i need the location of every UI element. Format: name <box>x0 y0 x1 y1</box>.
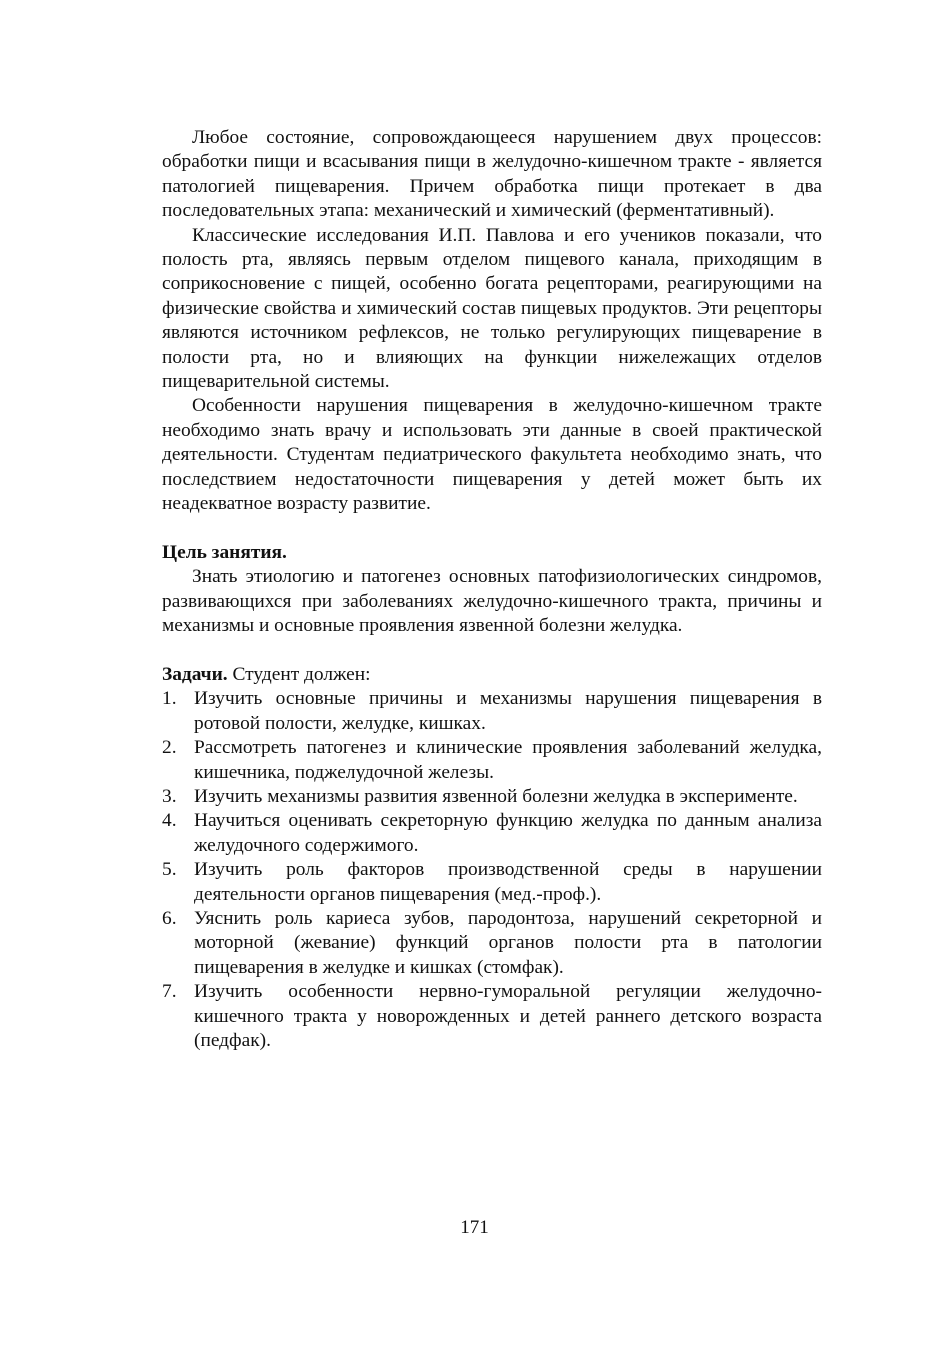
list-item-text: Уяснить роль кариеса зубов, пародонтоза, нарушений секреторной и моторной (жевание) функций органов полости рта в патологии пищеварения в желудке и кишках (стомфак). <box>194 907 822 978</box>
list-item-number: 6. <box>162 907 177 929</box>
tasks-list <box>162 687 822 1053</box>
intro-paragraph-3: Особенности нарушения пищеварения в желудочно-кишечном тракте необходимо знать врачу и использовать эти данные в своей практической деятельности. Студентам педиатрического факультета необходимо знать, что последствием недостаточности пищеварения у детей может быть их неадекватное возрасту развитие. <box>162 395 822 515</box>
list-item-number: 4. <box>162 810 177 832</box>
spacer <box>162 639 822 663</box>
list-item <box>162 785 822 809</box>
list-item-number: 5. <box>162 859 177 881</box>
list-item-number: 1. <box>162 688 177 710</box>
tasks-heading: Задачи. <box>162 663 228 685</box>
intro-paragraph-2: Классические исследования И.П. Павлова и его учеников показали, что полость рта, являясь первым отделом пищевого канала, приходящим в соприкосновение с пищей, особенно богата рецепторами, реагирующими на физические свойства и химический состав пищевых продуктов. Эти рецепторы являются источником рефлексов, не только регулирующих пищеварение в полости рта, но и влияющих на функции нижележащих отделов пищеварительной системы. <box>162 224 822 393</box>
list-item-number: 3. <box>162 785 177 807</box>
goal-heading: Цель занятия. <box>162 541 287 563</box>
list-item-text: Научиться оценивать секреторную функцию желудка по данным анализа желудочного содержимого. <box>194 810 822 856</box>
list-item-text: Изучить механизмы развития язвенной болезни желудка в эксперименте. <box>194 785 798 807</box>
list-item <box>162 736 822 785</box>
list-item-text: Изучить роль факторов производственной среды в нарушении деятельности органов пищеварения (мед.-проф.). <box>194 859 822 905</box>
list-item-text: Изучить особенности нервно-гуморальной регуляции желудочно-кишечного тракта у новорожденных и детей раннего детского возраста (педфак). <box>194 981 822 1051</box>
list-item <box>162 687 822 736</box>
spacer <box>162 517 822 541</box>
list-item <box>162 858 822 907</box>
list-item-number: 2. <box>162 737 177 759</box>
list-item <box>162 809 822 858</box>
list-item <box>162 980 822 1053</box>
list-item-text: Рассмотреть патогенез и клинические проявления заболеваний желудка, кишечника, поджелудочной железы. <box>194 737 822 783</box>
tasks-intro <box>162 663 822 687</box>
page-content <box>162 126 822 1053</box>
list-item <box>162 907 822 980</box>
tasks-lead: Студент должен: <box>232 663 371 685</box>
intro-paragraph-1: Любое состояние, сопровождающееся нарушением двух процессов: обработки пищи и всасывания пищи в желудочно-кишечном тракте - является патологией пищеварения. Причем обработка пищи протекает в два последовательных этапа: механический и химический (ферментативный). <box>162 127 822 222</box>
list-item-text: Изучить основные причины и механизмы нарушения пищеварения в ротовой полости, желудке, кишках. <box>194 688 822 734</box>
goal-text: Знать этиологию и патогенез основных патофизиологических синдромов, развивающихся при заболеваниях желудочно-кишечного тракта, причины и механизмы и основные проявления язвенной болезни желудка. <box>162 566 822 637</box>
list-item-number: 7. <box>162 981 177 1003</box>
page-number: 171 <box>460 1217 489 1238</box>
